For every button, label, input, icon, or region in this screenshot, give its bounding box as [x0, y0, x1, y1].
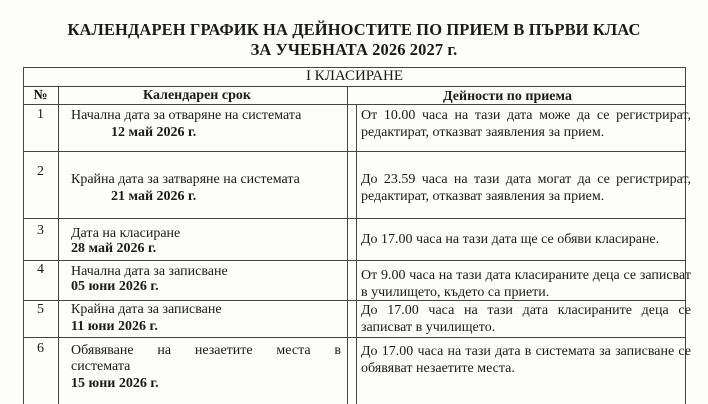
deadline-label-continued: системата: [71, 359, 131, 374]
deadline-label: Крайна дата за затваряне на системата: [71, 172, 300, 187]
table-rule: [23, 86, 686, 87]
deadline-date: 05 юни 2026 г.: [71, 279, 159, 294]
table-rule: [23, 337, 686, 338]
column-divider: [58, 86, 59, 404]
row-number: 5: [37, 302, 44, 317]
row-number: 4: [37, 262, 44, 277]
activity-text: От 9.00 часа на тази дата класираните деца се записват в училището, където са приети.: [361, 268, 691, 300]
column-divider: [347, 86, 348, 404]
deadline-label: Дата на класиране: [71, 226, 181, 241]
table-rule: [23, 151, 686, 152]
deadline-label: Обявяване на незаетите места в: [71, 343, 341, 358]
deadline-date: 21 май 2026 г.: [111, 189, 197, 204]
deadline-label: Начална дата за отваряне на системата: [71, 108, 302, 123]
column-divider: [356, 104, 357, 404]
table-rule: [23, 218, 686, 219]
document-subtitle: ЗА УЧЕБНАТА 2026 2027 г.: [250, 40, 458, 59]
deadline-date: 12 май 2026 г.: [111, 125, 197, 140]
activity-text: До 17.00 часа на тази дата класираните деца се записват в училището.: [361, 303, 691, 335]
activity-text: До 17.00 часа на тази дата в системата за записване се обявяват незаетите места.: [361, 344, 691, 376]
deadline-label: Начална дата за записване: [71, 264, 228, 279]
table-rule: [23, 260, 686, 261]
row-number: 2: [37, 164, 44, 179]
activity-text: До 23.59 часа на тази дата могат да се регистрират, редактират, отказват заявления за прием.: [361, 172, 691, 204]
document-title: КАЛЕНДАРЕН ГРАФИК НА ДЕЙНОСТИТЕ ПО ПРИЕМ В ПЪРВИ КЛАС: [67, 20, 641, 39]
activity-text: От 10.00 часа на тази дата може да се регистрират, редактират, отказват заявления за прием.: [361, 108, 691, 140]
row-number: 3: [37, 223, 44, 238]
deadline-date: 11 юни 2026 г.: [71, 319, 158, 334]
activity-text: До 17.00 часа на тази дата ще се обяви класиране.: [361, 232, 660, 247]
deadline-date: 28 май 2026 г.: [71, 241, 157, 256]
column-header-activities: Дейности по приема: [443, 89, 572, 104]
schedule-table: [23, 67, 691, 404]
row-number: 6: [37, 341, 44, 356]
row-number: 1: [37, 107, 44, 122]
column-header-number: №: [33, 88, 48, 103]
column-header-deadline: Календарен срок: [143, 88, 251, 103]
table-rule: [23, 104, 686, 105]
deadline-date: 15 юни 2026 г.: [71, 376, 159, 391]
section-heading: I КЛАСИРАНЕ: [305, 68, 404, 84]
deadline-label: Крайна дата за записване: [71, 302, 222, 317]
